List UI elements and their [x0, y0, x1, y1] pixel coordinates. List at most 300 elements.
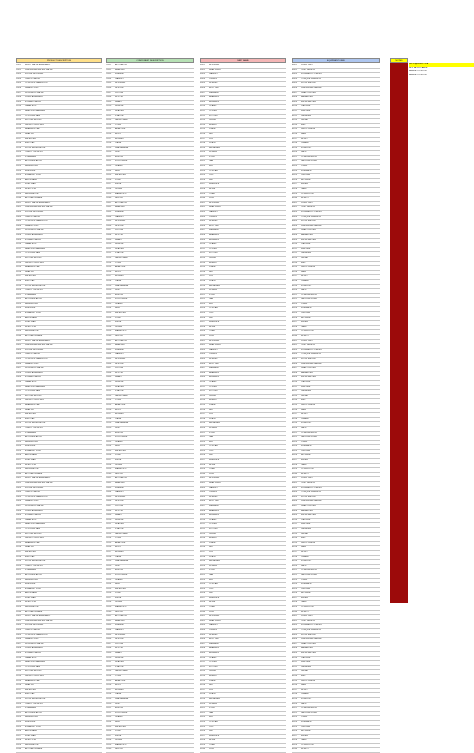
row-code: P021 — [16, 569, 22, 572]
row-text: LATHE — [301, 119, 308, 122]
row-code: P018 — [16, 417, 22, 420]
row-text: CONTROL MANIFOLD — [25, 358, 48, 360]
row-code: C029 — [106, 606, 112, 609]
row-code: C028 — [106, 188, 112, 191]
row-code: P023 — [16, 578, 22, 581]
row-code: E021 — [292, 431, 298, 434]
row-text: WASHER — [209, 367, 219, 370]
row-text: SPRING — [209, 358, 218, 360]
row-text: SEAL RING — [209, 619, 221, 622]
row-code: P016 — [16, 270, 22, 273]
row-code: C003 — [106, 348, 112, 351]
row-code: P027 — [16, 321, 22, 324]
row-text: CONTROL MANIFOLD — [25, 220, 48, 223]
row-text: CONVEYOR — [301, 192, 314, 195]
row-code: C011 — [106, 661, 112, 664]
row-code: K002 — [200, 206, 206, 209]
row-text: DRIVE COUPLING — [25, 399, 44, 402]
row-text: ROBOT — [301, 197, 309, 200]
row-code: E001 — [292, 339, 298, 342]
row-text: CALIPER — [301, 105, 311, 108]
row-text: COMPRESSOR — [301, 431, 317, 434]
row-text: CALIPER — [301, 380, 311, 383]
row-text: FURNACE — [301, 720, 312, 723]
row-text: DRIVE COUPLING — [25, 123, 44, 126]
row-text: MUFFLER — [25, 169, 36, 172]
row-text: INJECTOR — [25, 463, 36, 466]
row-text: NUT — [209, 270, 214, 273]
row-code: C029 — [106, 743, 112, 746]
row-text: LEAK TESTER — [301, 229, 316, 232]
column-2 — [106, 58, 194, 753]
row-code: C023 — [106, 716, 112, 719]
row-text: ACCUMULATOR — [25, 436, 42, 439]
row-code: K010 — [200, 518, 206, 521]
row-text: DRILL PRESS — [301, 403, 316, 406]
row-code: P023 — [16, 302, 22, 305]
row-code: P001 — [16, 339, 22, 342]
row-code: K010 — [200, 380, 206, 383]
row-code: P003 — [16, 211, 22, 213]
row-code: K007 — [200, 505, 206, 507]
row-text: BLOWER — [301, 316, 311, 319]
row-code: E010 — [292, 656, 298, 659]
row-text: SAW — [301, 684, 306, 687]
row-code: C027 — [106, 734, 112, 737]
row-code: P028 — [16, 325, 22, 328]
row-text: DIAPHRAGM — [115, 422, 129, 425]
row-text: BLOWER — [301, 592, 311, 595]
row-code: K019 — [200, 697, 206, 700]
row-code: E005 — [292, 495, 298, 498]
row-text: HUB — [115, 583, 120, 586]
row-code: K025 — [200, 725, 206, 728]
row-code: K016 — [200, 684, 206, 687]
row-text: JACK — [301, 151, 307, 154]
row-text: COMPRESSOR — [301, 293, 317, 296]
row-text: GRINDER — [301, 527, 312, 530]
row-text: YOKE — [115, 537, 122, 540]
row-text: FITTING — [209, 665, 218, 668]
row-text: MILL — [301, 674, 306, 677]
row-text: TAB — [209, 573, 214, 576]
row-code: E020 — [292, 426, 298, 429]
row-text: GUIDE — [209, 532, 216, 535]
row-text: WASHER — [209, 91, 219, 94]
row-code: K024 — [200, 307, 206, 310]
row-code: C004 — [106, 353, 112, 356]
row-text: BEARING CAP — [25, 679, 40, 682]
row-text: LINER — [209, 266, 216, 269]
row-code: P027 — [16, 734, 22, 737]
row-text: BONNET — [115, 137, 125, 140]
row-code: P024 — [16, 307, 22, 310]
row-text: HYDRAULIC PRESS — [301, 73, 322, 76]
row-code: K026 — [200, 316, 206, 319]
row-text: BUSHING — [209, 652, 219, 654]
row-code: P004 — [16, 77, 22, 80]
row-text: GUIDE — [209, 256, 216, 259]
row-code: E003 — [292, 624, 298, 627]
row-code: E023 — [292, 578, 298, 581]
row-code: E015 — [292, 266, 298, 269]
row-code: E017 — [292, 550, 298, 553]
row-code: K023 — [200, 440, 206, 443]
row-code: C022 — [106, 436, 112, 439]
row-text: PUMP ASSEMBLY — [25, 647, 44, 650]
row-text: PIN — [209, 688, 213, 691]
row-text: CHILLER — [301, 449, 311, 452]
row-text: KNOB — [115, 321, 122, 324]
row-code: E003 — [292, 486, 298, 489]
row-code: P016 — [16, 546, 22, 549]
row-text: VACUUM PUMP — [301, 160, 318, 163]
row-text: DRAIN PLUG — [25, 224, 39, 227]
row-text: SLEEVE — [115, 380, 124, 383]
row-text: INJECTOR — [25, 188, 36, 191]
row-code: E024 — [292, 307, 298, 310]
row-text: NUT — [209, 546, 214, 549]
row-text: FUEL RAIL — [25, 321, 36, 324]
row-code: C001 — [106, 201, 112, 204]
row-code: C005 — [106, 82, 112, 85]
row-code: P026 — [16, 316, 22, 319]
row-text: ACTUATOR — [115, 64, 127, 66]
row-text: HOIST — [301, 688, 308, 691]
row-text: PRESSURE RELIEF VALVE — [25, 344, 53, 347]
row-text: CRANE — [301, 279, 309, 282]
row-text: ADAPTER — [115, 128, 126, 131]
row-code: K015 — [200, 403, 206, 406]
row-code: P030 — [16, 472, 22, 475]
row-code: E010 — [292, 243, 298, 246]
row-code: P002 — [16, 344, 22, 347]
row-code: C026 — [106, 178, 112, 181]
row-text: RESERVOIR — [25, 302, 38, 305]
row-code: K029 — [200, 192, 206, 195]
row-text: SOLENOID VALVE — [25, 367, 44, 370]
row-text: BYPASS VALVE — [25, 514, 41, 517]
row-code: C028 — [106, 325, 112, 328]
row-text: PUMP UNIT — [301, 339, 313, 342]
row-code: P016 — [16, 132, 22, 135]
row-code: K030 — [200, 610, 206, 613]
row-text: END CAP — [25, 555, 35, 558]
row-code: E004 — [292, 353, 298, 356]
row-code: E026 — [292, 730, 298, 733]
row-text: VALVE SEAT — [115, 256, 128, 259]
row-code: P017 — [16, 137, 22, 140]
row-text: ROTOR — [115, 509, 123, 512]
row-text: MIXER — [301, 459, 308, 462]
row-text: CHECK VALVE — [25, 353, 40, 356]
row-code: E021 — [292, 293, 298, 296]
row-code: K011 — [200, 247, 205, 250]
row-code: P008 — [16, 371, 22, 374]
row-code: E010 — [292, 518, 298, 521]
row-text: VALVE SEAT — [115, 119, 128, 122]
row-code: E019 — [292, 697, 298, 700]
table-row — [16, 748, 102, 753]
row-text: HOIST — [301, 550, 308, 553]
row-code: E029 — [292, 330, 298, 333]
row-text: SPACER — [115, 661, 124, 664]
row-text: SEAL KIT — [25, 408, 35, 411]
row-code: P002 — [16, 68, 22, 71]
row-code: P001 — [16, 64, 22, 66]
row-code: E009 — [292, 238, 298, 241]
row-text: WELDER — [301, 661, 311, 664]
row-text: MANIFOLD — [115, 192, 127, 195]
row-code: K009 — [200, 652, 206, 654]
row-text: GASKET — [209, 211, 218, 213]
row-text: IMPELLER — [115, 312, 126, 315]
row-code: K021 — [200, 293, 206, 296]
row-code: K007 — [200, 642, 206, 645]
row-text: GUIDE — [209, 670, 216, 673]
row-text: LINER — [209, 541, 216, 544]
row-code: P013 — [16, 394, 22, 397]
row-code: E019 — [292, 284, 298, 287]
row-code: P029 — [16, 743, 22, 746]
row-code: K005 — [200, 633, 206, 636]
row-code: E028 — [292, 739, 298, 742]
row-code: C008 — [106, 233, 112, 236]
row-text: STRAINER — [25, 431, 37, 434]
row-text: PUMP UNIT — [301, 477, 313, 480]
row-code: C005 — [106, 633, 112, 636]
row-text: HOSE — [209, 188, 216, 191]
row-code: E017 — [292, 413, 298, 416]
row-text: TEST BENCH — [301, 619, 315, 622]
row-text: FLANGE — [115, 211, 124, 213]
row-code: C010 — [106, 243, 112, 246]
row-code: P003 — [16, 73, 22, 76]
row-text: PRESSURE GAUGE — [301, 86, 322, 89]
row-text: DISC — [115, 151, 121, 154]
row-text: STUD — [209, 431, 215, 434]
row-text: COOLING FAN — [25, 114, 40, 117]
row-text: STUD — [209, 293, 215, 296]
row-text: JOINT — [115, 178, 122, 181]
row-text: COLLAR — [209, 169, 218, 172]
row-text: IMPELLER — [25, 275, 36, 278]
row-code: E003 — [292, 73, 298, 76]
row-text: MANIFOLD — [115, 330, 127, 333]
row-code: C024 — [106, 307, 112, 310]
row-code: P020 — [16, 426, 22, 429]
row-code: K004 — [200, 629, 206, 632]
row-text: IMPELLER — [115, 587, 126, 590]
row-text: DISC — [115, 289, 121, 292]
row-text: COMPRESSOR — [301, 707, 317, 710]
row-code: C001 — [106, 64, 112, 66]
row-text: MOTOR MOUNT — [25, 256, 42, 259]
row-text: ELBOW — [115, 707, 123, 710]
row-text: PISTON — [115, 229, 124, 232]
row-code: P001 — [16, 615, 22, 618]
row-text: COOLING FAN — [25, 527, 40, 530]
row-text: ELBOW — [115, 431, 123, 434]
row-code: C019 — [106, 146, 112, 149]
row-text: ROBOT — [301, 472, 309, 475]
row-text: STATOR — [115, 527, 124, 530]
row-text: JOINT — [115, 316, 122, 319]
row-code: E002 — [292, 619, 298, 622]
row-text: HEAT EXCHANGER — [25, 109, 46, 112]
row-code: E012 — [292, 665, 298, 668]
row-code: E013 — [292, 256, 298, 259]
row-code: C021 — [106, 431, 112, 434]
row-text: TANK — [301, 188, 307, 191]
row-text: BEARING — [209, 371, 219, 374]
row-text: LATHE — [301, 394, 308, 397]
row-code: K003 — [200, 211, 206, 213]
row-text: BOLT SET — [209, 362, 220, 365]
row-code: K006 — [200, 86, 206, 89]
row-code: E014 — [292, 261, 298, 264]
row-text: ROTOR — [115, 233, 123, 236]
row-text: IMPELLER — [25, 550, 36, 553]
row-text: COVER — [209, 385, 217, 388]
row-code: E007 — [292, 91, 298, 94]
row-code: C022 — [106, 711, 112, 714]
row-text: BODY — [115, 270, 122, 273]
row-text: KEY — [209, 440, 214, 443]
row-code: K005 — [200, 495, 206, 498]
row-code: K028 — [200, 601, 206, 604]
row-text: FERRULE — [209, 459, 220, 462]
row-text: DRIVE COUPLING — [25, 674, 44, 677]
row-text: MOTOR MOUNT — [25, 532, 42, 535]
row-code: K002 — [200, 482, 206, 485]
row-text: GUIDE — [209, 119, 216, 122]
row-code: E013 — [292, 119, 298, 122]
row-text: DISC — [115, 426, 121, 429]
row-code: E022 — [292, 573, 298, 576]
row-code: C021 — [106, 293, 112, 296]
row-text: CRANE — [301, 693, 309, 696]
row-text: BEARING CAP — [25, 266, 40, 269]
row-text: GASKET — [115, 629, 124, 632]
row-code: C019 — [106, 422, 112, 425]
row-code: C025 — [106, 174, 112, 177]
row-code: C013 — [106, 394, 112, 397]
row-code: C025 — [106, 587, 112, 590]
row-code: C029 — [106, 192, 112, 195]
row-text: MIXER — [301, 734, 308, 737]
row-code: E007 — [292, 367, 298, 370]
row-code: C015 — [106, 679, 112, 682]
row-text: GASKET — [209, 486, 218, 489]
row-text: PIPE — [209, 335, 214, 338]
row-text: SCREW — [209, 564, 218, 567]
row-text: CUP — [209, 725, 214, 728]
row-text: END CAP — [25, 279, 35, 282]
row-text: INLET VALVE ASSEMBLY — [25, 64, 51, 66]
row-text: BUSHING — [209, 100, 219, 103]
row-text: DRAIN PLUG — [25, 638, 39, 641]
row-code: C015 — [106, 128, 112, 131]
row-code: P017 — [16, 413, 22, 416]
row-code: E002 — [292, 482, 298, 485]
row-code: P007 — [16, 91, 22, 94]
row-text: HEAT EXCHANGER — [25, 661, 46, 664]
row-code: C030 — [106, 197, 112, 200]
row-code: C023 — [106, 302, 112, 305]
row-code: C002 — [106, 206, 112, 209]
row-code: C011 — [106, 109, 112, 112]
row-code: K016 — [200, 132, 206, 135]
row-text: FERRULE — [209, 321, 220, 324]
row-code: K022 — [200, 573, 206, 576]
row-text: EXHAUST PIPE — [25, 725, 41, 728]
row-text: EXHAUST PIPE — [25, 312, 41, 315]
row-text: CALIPER — [301, 243, 311, 246]
row-text: KEY — [209, 165, 214, 168]
row-text: MICROMETER — [301, 100, 316, 103]
row-text: GLAND — [115, 716, 123, 719]
row-text: DRIVE COUPLING — [25, 537, 44, 540]
row-code: C027 — [106, 183, 112, 186]
row-code: K018 — [200, 142, 206, 145]
row-text: FITTING — [209, 390, 218, 393]
row-code: P018 — [16, 279, 22, 282]
row-code: P005 — [16, 358, 22, 360]
row-code: C021 — [106, 569, 112, 572]
row-code: P023 — [16, 716, 22, 719]
row-code: C026 — [106, 592, 112, 595]
row-text: FORKLIFT — [301, 284, 312, 287]
row-code: E021 — [292, 569, 298, 572]
row-text: FLOW REGULATOR — [25, 422, 46, 425]
row-code: K023 — [200, 302, 206, 305]
row-code: P017 — [16, 688, 22, 691]
row-code: E029 — [292, 743, 298, 746]
row-text: TORQUE WRENCH — [301, 629, 321, 632]
row-code: K014 — [200, 674, 206, 677]
row-text: GASKET — [115, 491, 124, 494]
row-text: RESERVOIR — [25, 440, 38, 443]
row-text: ACCUMULATOR — [25, 711, 42, 714]
row-text: BUSHING — [209, 238, 219, 241]
row-code: E004 — [292, 629, 298, 632]
row-code: K001 — [200, 339, 206, 342]
row-text: GLAND — [115, 440, 123, 443]
row-text: ACTUATOR ARM — [25, 748, 43, 751]
row-text: INSERT — [209, 123, 217, 126]
row-text: DIAPHRAGM — [115, 284, 129, 287]
row-code: K026 — [200, 592, 206, 595]
row-code: K016 — [200, 408, 206, 411]
row-code: K020 — [200, 151, 206, 154]
row-code: E021 — [292, 707, 298, 710]
row-text: FILTER HOUSING — [25, 73, 44, 76]
row-code: K001 — [200, 477, 206, 480]
row-code: P028 — [16, 463, 22, 466]
row-code: P011 — [16, 247, 21, 250]
row-code: E001 — [292, 615, 298, 618]
row-text: STRAINER — [25, 707, 37, 710]
row-text: NOZZLE — [115, 86, 124, 89]
row-text: COOLING FAN — [25, 252, 40, 255]
row-code: C008 — [106, 371, 112, 374]
row-code: C004 — [106, 215, 112, 218]
row-text: IMPELLER — [25, 688, 36, 691]
row-code: C024 — [106, 169, 112, 172]
row-code: E029 — [292, 606, 298, 609]
row-code: P015 — [16, 403, 22, 406]
